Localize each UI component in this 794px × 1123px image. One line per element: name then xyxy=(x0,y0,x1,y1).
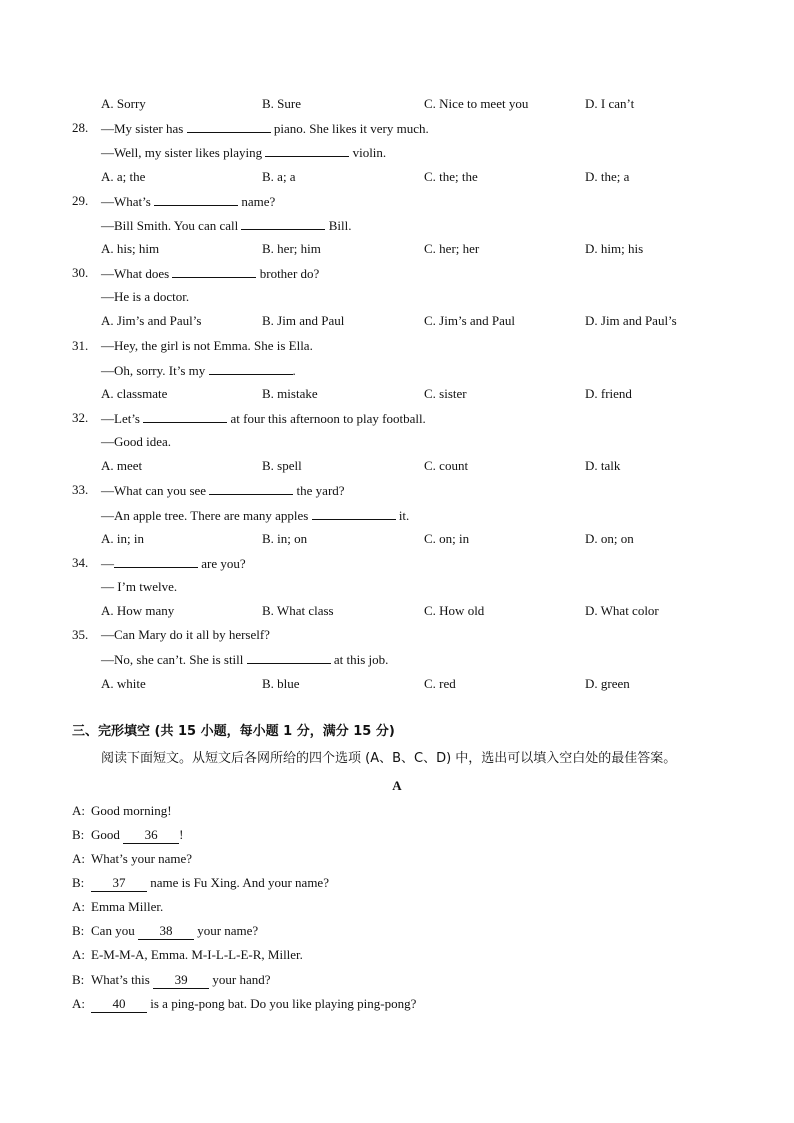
numbered-blank: 36 xyxy=(123,827,179,844)
answer-blank xyxy=(209,480,293,495)
option-b: B. blue xyxy=(262,676,300,691)
option-a: A. white xyxy=(101,676,146,691)
q35-line1 xyxy=(0,625,794,645)
question-text: —What can you see the yard? xyxy=(101,480,345,501)
dialogue-line xyxy=(0,970,794,990)
option-d: D. the; a xyxy=(585,169,630,184)
option-d: D. on; on xyxy=(585,531,634,546)
q31-options-row xyxy=(0,384,794,404)
question-text: —Hey, the girl is not Emma. She is Ella. xyxy=(101,338,313,353)
dialogue-line xyxy=(0,994,794,1014)
section3-instruction-row xyxy=(0,749,794,769)
option-c: C. her; her xyxy=(424,241,480,256)
question-text: — I’m twelve. xyxy=(101,579,178,594)
option-b: B. her; him xyxy=(262,241,321,256)
passage-label-row xyxy=(0,776,794,796)
question-text: —Bill Smith. You can call Bill. xyxy=(101,215,352,236)
question-text: —What does brother do? xyxy=(101,263,319,284)
option-c: C. sister xyxy=(424,386,467,401)
answer-blank xyxy=(114,553,198,568)
numbered-blank: 37 xyxy=(91,875,147,892)
q33-line1 xyxy=(0,480,794,500)
question-number: 30. xyxy=(72,265,89,280)
question-number: 31. xyxy=(72,338,89,353)
question-text: —Well, my sister likes playing violin. xyxy=(101,142,386,163)
question-text: —Oh, sorry. It’s my . xyxy=(101,360,296,381)
q27-option-c: C. Nice to meet you xyxy=(424,96,529,111)
answer-blank xyxy=(209,360,293,375)
q32-line2 xyxy=(0,432,794,452)
option-a: A. his; him xyxy=(101,241,160,256)
section3-title-row xyxy=(0,722,794,742)
answer-blank xyxy=(312,505,396,520)
option-b: B. spell xyxy=(262,458,302,473)
question-number: 32. xyxy=(72,410,89,425)
q28-line1 xyxy=(0,118,794,138)
speaker-label: A: xyxy=(72,803,85,818)
section-title: 三、完形填空 (共 15 小题，每小题 1 分，满分 15 分) xyxy=(72,724,395,739)
speaker-label: A: xyxy=(72,947,85,962)
option-a: A. How many xyxy=(101,603,175,618)
question-text: — are you? xyxy=(101,553,246,574)
option-a: A. meet xyxy=(101,458,143,473)
option-b: B. in; on xyxy=(262,531,308,546)
speaker-label: B: xyxy=(72,972,85,987)
option-a: A. Jim’s and Paul’s xyxy=(101,313,202,328)
question-text: —Good idea. xyxy=(101,434,172,449)
q30-line1 xyxy=(0,263,794,283)
q33-line2 xyxy=(0,505,794,525)
dialogue-text: Can you 38 your name? xyxy=(91,923,259,938)
q31-line2 xyxy=(0,360,794,380)
question-text: —Can Mary do it all by herself? xyxy=(101,627,270,642)
q32-options-row xyxy=(0,456,794,476)
q30-options-row xyxy=(0,311,794,331)
speaker-label: B: xyxy=(72,827,85,842)
question-text: —My sister has piano. She likes it very much. xyxy=(101,118,429,139)
section-instruction: 阅读下面短文。从短文后各网所给的四个选项 (A、B、C、D) 中，选出可以填入空白处的最佳答案。 xyxy=(101,751,677,766)
dialogue-text: What’s your name? xyxy=(91,851,193,866)
answer-blank xyxy=(154,191,238,206)
option-b: B. a; a xyxy=(262,169,296,184)
q34-line2 xyxy=(0,577,794,597)
speaker-label: A: xyxy=(72,899,85,914)
option-c: C. on; in xyxy=(424,531,470,546)
answer-blank xyxy=(265,142,349,157)
dialogue-line xyxy=(0,897,794,917)
q27-options-row xyxy=(0,94,794,114)
dialogue-line xyxy=(0,825,794,845)
dialogue-line xyxy=(0,873,794,893)
q29-line1 xyxy=(0,191,794,211)
dialogue-line xyxy=(0,801,794,821)
option-c: C. count xyxy=(424,458,469,473)
answer-blank xyxy=(187,118,271,133)
q32-line1 xyxy=(0,408,794,428)
q34-line1 xyxy=(0,553,794,573)
q30-line2 xyxy=(0,287,794,307)
dialogue-text: E-M-M-A, Emma. M-I-L-L-E-R, Miller. xyxy=(91,947,303,962)
q29-options-row xyxy=(0,239,794,259)
speaker-label: B: xyxy=(72,875,85,890)
option-d: D. talk xyxy=(585,458,621,473)
q33-options-row xyxy=(0,529,794,549)
option-d: D. him; his xyxy=(585,241,644,256)
option-a: A. a; the xyxy=(101,169,146,184)
answer-blank xyxy=(241,215,325,230)
q28-line2 xyxy=(0,142,794,162)
question-text: —What’s name? xyxy=(101,191,275,212)
option-b: B. Jim and Paul xyxy=(262,313,345,328)
option-a: A. in; in xyxy=(101,531,144,546)
numbered-blank: 40 xyxy=(91,996,147,1013)
speaker-label: B: xyxy=(72,923,85,938)
option-d: D. Jim and Paul’s xyxy=(585,313,677,328)
question-number: 35. xyxy=(72,627,89,642)
option-b: B. mistake xyxy=(262,386,318,401)
option-d: D. green xyxy=(585,676,630,691)
option-c: C. red xyxy=(424,676,456,691)
question-number: 28. xyxy=(72,120,89,135)
dialogue-text: What’s this 39 your hand? xyxy=(91,972,271,987)
q34-options-row xyxy=(0,601,794,621)
numbered-blank: 38 xyxy=(138,923,194,940)
q28-options-row xyxy=(0,167,794,187)
q35-line2 xyxy=(0,649,794,669)
dialogue-line xyxy=(0,849,794,869)
q27-option-d: D. I can’t xyxy=(585,96,635,111)
dialogue-text: 40 is a ping-pong bat. Do you like playing ping-pong? xyxy=(91,994,416,1014)
dialogue-text: Good 36 ! xyxy=(91,827,184,842)
speaker-label: A: xyxy=(72,851,85,866)
q27-option-a: A. Sorry xyxy=(101,96,146,111)
question-text: —No, she can’t. She is still at this job. xyxy=(101,649,388,670)
question-text: —He is a doctor. xyxy=(101,289,190,304)
answer-blank xyxy=(247,649,331,664)
q35-options-row xyxy=(0,674,794,694)
option-d: D. friend xyxy=(585,386,632,401)
question-number: 33. xyxy=(72,482,89,497)
dialogue-text: Emma Miller. xyxy=(91,899,164,914)
question-number: 29. xyxy=(72,193,89,208)
q31-line1 xyxy=(0,336,794,356)
answer-blank xyxy=(143,408,227,423)
dialogue-line xyxy=(0,921,794,941)
option-c: C. the; the xyxy=(424,169,478,184)
question-text: —An apple tree. There are many apples it. xyxy=(101,505,409,526)
question-number: 34. xyxy=(72,555,89,570)
option-c: C. Jim’s and Paul xyxy=(424,313,516,328)
q27-option-b: B. Sure xyxy=(262,96,301,111)
option-b: B. What class xyxy=(262,603,334,618)
option-c: C. How old xyxy=(424,603,485,618)
dialogue-line xyxy=(0,945,794,965)
answer-blank xyxy=(172,263,256,278)
option-d: D. What color xyxy=(585,603,659,618)
numbered-blank: 39 xyxy=(153,972,209,989)
option-a: A. classmate xyxy=(101,386,168,401)
passage-label: A xyxy=(392,778,402,793)
speaker-label: A: xyxy=(72,996,85,1011)
dialogue-text: Good morning! xyxy=(91,803,172,818)
dialogue-text: 37 name is Fu Xing. And your name? xyxy=(91,873,329,893)
question-text: —Let’s at four this afternoon to play football. xyxy=(101,408,426,429)
q29-line2 xyxy=(0,215,794,235)
